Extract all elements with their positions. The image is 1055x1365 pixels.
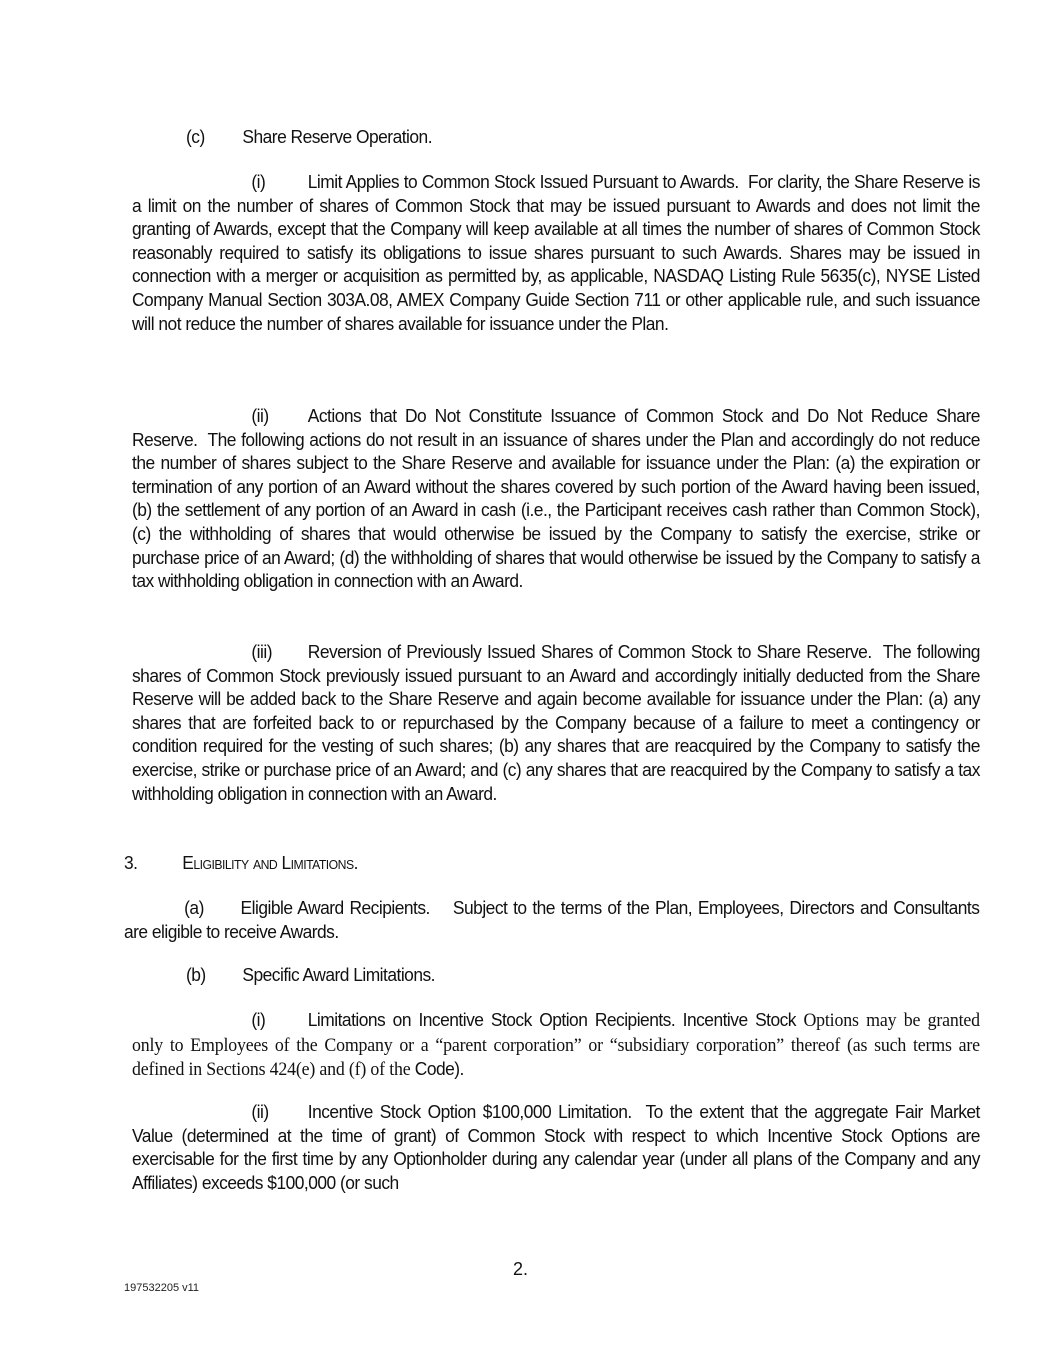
- paragraph-number: (i): [251, 1009, 266, 1030]
- paragraph-heading: Limit Applies to Common Stock Issued Pursuant to Awards.: [307, 171, 739, 192]
- paragraph-number: (i): [251, 171, 266, 192]
- paragraph-body: For clarity, the Share Reserve is a limit on the number of shares of Common Stock that may be issued pursuant to Awards and does not limit the granting of Awards, except that the Company will keep available at all times the number of shares of Common Stock reasonably required to satisfy its obligations to issue shares pursuant to such Awards. Shares may be issued in connection with a merger or acquisition as permitted by, as applicable, NASDAQ Listing Rule 5635(c), NYSE Listed Company Manual Section 303A.08, AMEX Company Guide Section 711 or other applicable rule, and such issuance will not reduce the number of shares available for issuance under the Plan.: [132, 171, 980, 334]
- paragraph-body-serif: Options may be granted only to Employees of the Company or a “parent corporation” or “subsidiary corporation” thereof (as such terms are defined in Sections 424(e) and (f) of the: [132, 1010, 980, 1081]
- paragraph-heading: Incentive Stock Option $100,000 Limitation.: [307, 1101, 632, 1122]
- paragraph-heading: Eligible Award Recipients.: [240, 897, 430, 918]
- paragraph-number: (iii): [251, 641, 272, 662]
- paragraph-body: To the extent that the aggregate Fair Market Value (determined at the time of grant) of Common Stock with respect to which Incentive Stock Options are exercisable for the first time by any Optionholder during any calendar year (under all plans of the Company and any Affiliates) exceeds $100,000 (or such: [132, 1101, 980, 1193]
- paragraph-heading: Limitations on Incentive Stock Option Recipients.: [307, 1009, 676, 1030]
- paragraph-number: (ii): [251, 405, 269, 426]
- section-title: Eligibility and Limitations.: [182, 852, 358, 873]
- paragraph-number: (a): [184, 897, 204, 918]
- paragraph-body-sans: Incentive Stock: [682, 1009, 796, 1030]
- section-heading-3: [124, 851, 594, 875]
- section-heading-c: [186, 125, 562, 149]
- paragraph-heading: Reversion of Previously Issued Shares of Common Stock to Share Reserve.: [307, 641, 872, 662]
- paragraph-c-i: [132, 170, 980, 335]
- paragraph-heading: Actions that Do Not Constitute Issuance of Common Stock and Do Not Reduce Share Reserve.: [132, 405, 980, 450]
- paragraph-c-iii: [132, 640, 980, 805]
- paragraph-number: (ii): [251, 1101, 269, 1122]
- section-number: (c): [186, 126, 205, 147]
- paragraph-body: The following actions do not result in an issuance of shares under the Plan and accordingly do not reduce the number of shares subject to the Share Reserve and available for issuance under the Plan: (a) the expiration or termination of any portion of an Award without the shares covered by such portion of the Award having been issued, (b) the settlement of any portion of an Award in cash (i.e., the Participant receives cash rather than Common Stock), (c) the withholding of shares that would otherwise be issued by the Company to satisfy the exercise, strike or purchase price of an Award; (d) the withholding of shares that would otherwise be issued by the Company to satisfy a tax withholding obligation in connection with an Award.: [132, 428, 980, 592]
- section-title: Specific Award Limitations.: [242, 964, 435, 985]
- paragraph-3-a: [124, 896, 979, 943]
- paragraph-3-b-ii: [132, 1100, 980, 1194]
- section-heading-3-b: [186, 963, 562, 987]
- page-number: 2.: [513, 1259, 529, 1279]
- paragraph-3-b-i: [132, 1008, 980, 1082]
- section-number: 3.: [124, 852, 138, 873]
- document-id: 197532205 v11: [124, 1282, 200, 1294]
- paragraph-body-tail: Code).: [414, 1058, 464, 1080]
- paragraph-body: Subject to the terms of the Plan, Employees, Directors and Consultants are eligible to receive Awards.: [124, 897, 980, 942]
- paragraph-body: The following shares of Common Stock previously issued pursuant to an Award and accordingly initially deducted from the Share Reserve will be added back to the Share Reserve and again become available for issuance under the Plan: (a) any shares that are forfeited back to or repurchased by the Company because of a failure to meet a contingency or condition required for the vesting of such shares; (b) any shares that are reacquired by the Company to satisfy the exercise, strike or purchase price of an Award; and (c) any shares that are reacquired by the Company to satisfy a tax withholding obligation in connection with an Award.: [132, 641, 980, 804]
- section-title: Share Reserve Operation.: [242, 126, 433, 147]
- paragraph-c-ii: [132, 404, 980, 593]
- section-number: (b): [186, 964, 206, 985]
